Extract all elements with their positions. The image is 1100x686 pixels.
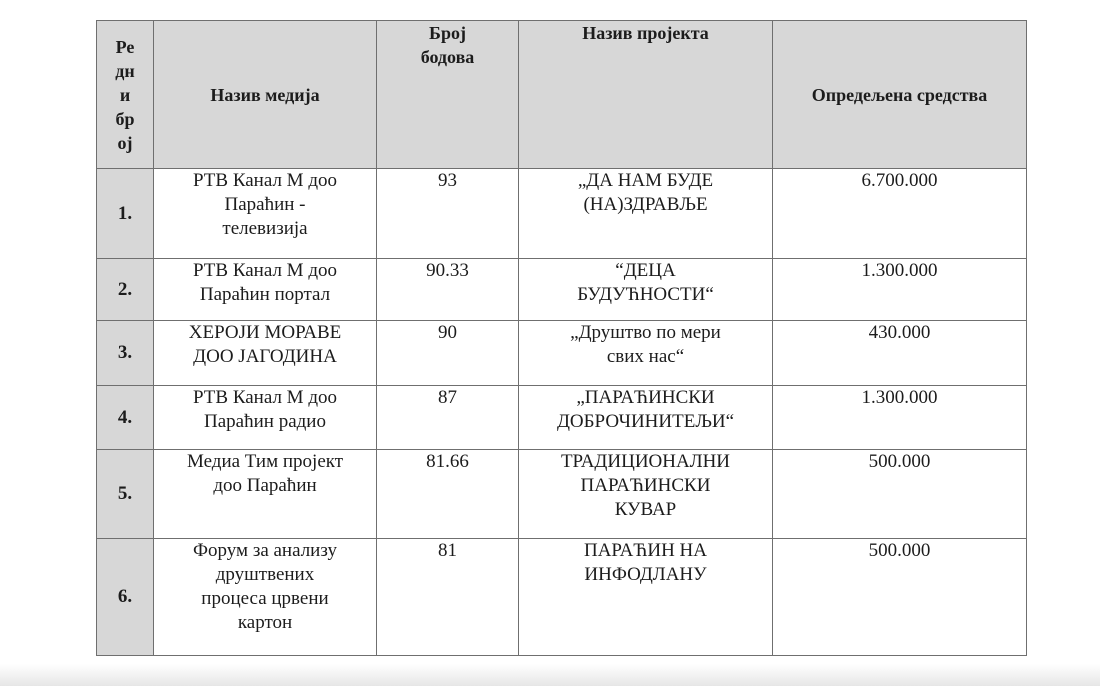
media-name-cell: РТВ Канал М доо Параћин портал — [154, 259, 377, 321]
media-name-cell: РТВ Канал М доо Параћин радио — [154, 386, 377, 450]
row-number-cell: 6. — [97, 539, 154, 656]
header-project-name: Назив пројекта — [519, 21, 773, 169]
header-points: Број бодова — [377, 21, 519, 169]
table-row — [97, 259, 1027, 321]
points-cell: 81.66 — [377, 450, 519, 539]
row-number-cell: 1. — [97, 169, 154, 259]
points-cell: 87 — [377, 386, 519, 450]
media-grant-table — [96, 20, 1027, 656]
funds-cell: 6.700.000 — [773, 169, 1027, 259]
table-row — [97, 169, 1027, 259]
media-name-cell: Медиа Тим пројект доо Параћин — [154, 450, 377, 539]
funds-cell: 1.300.000 — [773, 386, 1027, 450]
table-row — [97, 539, 1027, 656]
points-cell: 90 — [377, 321, 519, 386]
media-name-cell: ХЕРОЈИ МОРАВЕ ДОО ЈАГОДИНА — [154, 321, 377, 386]
project-name-cell: „ПАРАЋИНСКИ ДОБРОЧИНИТЕЉИ“ — [519, 386, 773, 450]
header-media-name: Назив медија — [154, 21, 377, 169]
points-cell: 90.33 — [377, 259, 519, 321]
row-number-cell: 4. — [97, 386, 154, 450]
table-row — [97, 450, 1027, 539]
header-row-number: Ре дн и бр ој — [97, 21, 154, 169]
points-cell: 81 — [377, 539, 519, 656]
table-row — [97, 386, 1027, 450]
points-cell: 93 — [377, 169, 519, 259]
page-bottom-shadow — [0, 664, 1100, 686]
row-number-cell: 5. — [97, 450, 154, 539]
table-body — [97, 169, 1027, 656]
project-name-cell: ТРАДИЦИОНАЛНИ ПАРАЋИНСКИ КУВАР — [519, 450, 773, 539]
funds-cell: 430.000 — [773, 321, 1027, 386]
funds-cell: 500.000 — [773, 539, 1027, 656]
project-name-cell: ПАРАЋИН НА ИНФОДЛАНУ — [519, 539, 773, 656]
project-name-cell: „Друштво по мери свих нас“ — [519, 321, 773, 386]
project-name-cell: “ДЕЦА БУДУЋНОСТИ“ — [519, 259, 773, 321]
table-row — [97, 321, 1027, 386]
media-name-cell: РТВ Канал М доо Параћин - телевизија — [154, 169, 377, 259]
media-name-cell: Форум за анализу друштвених процеса црвени картон — [154, 539, 377, 656]
funds-cell: 1.300.000 — [773, 259, 1027, 321]
table-header — [97, 21, 1027, 169]
header-row — [97, 21, 1027, 169]
header-allocated-funds: Опредељена средства — [773, 21, 1027, 169]
funds-cell: 500.000 — [773, 450, 1027, 539]
project-name-cell: „ДА НАМ БУДЕ (НА)ЗДРАВЉЕ — [519, 169, 773, 259]
row-number-cell: 3. — [97, 321, 154, 386]
row-number-cell: 2. — [97, 259, 154, 321]
